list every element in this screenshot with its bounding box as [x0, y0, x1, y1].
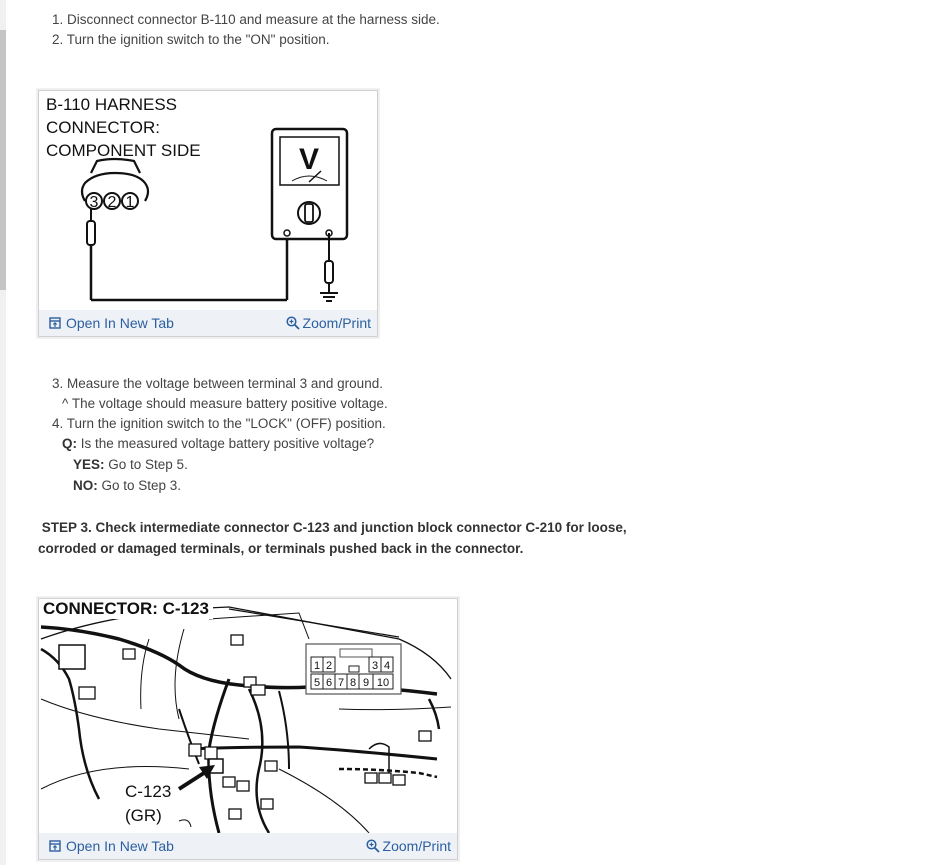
figure-c123-connector — [38, 598, 458, 860]
scrollbar-track[interactable] — [0, 0, 6, 865]
no-text: Go to Step 3. — [97, 478, 182, 493]
question-text: Is the measured voltage battery positive voltage? — [77, 436, 375, 451]
pin-label: 5 — [313, 677, 321, 689]
figure-b110-connector — [38, 90, 378, 337]
figure1-footer — [39, 310, 377, 336]
pin-label: 7 — [337, 677, 345, 689]
pin-1-label: 1 — [125, 194, 135, 211]
figure1-title-line-2: CONNECTOR: — [46, 118, 160, 137]
pin-label: 8 — [349, 677, 357, 689]
figure1-title-line-3: COMPONENT SIDE — [46, 141, 201, 160]
open-in-new-tab-icon — [49, 840, 61, 852]
step-1-text: 1. Disconnect connector B-110 and measure at the harness side. — [52, 12, 440, 27]
pin-label: 4 — [383, 660, 391, 672]
callout-label-line-2: (GR) — [125, 806, 162, 825]
open-in-new-tab-icon — [49, 317, 61, 329]
yes-text: Go to Step 5. — [104, 457, 188, 472]
step3-heading-line-1: STEP 3. Check intermediate connector C-123 and junction block connector C-210 for loose, — [38, 520, 627, 535]
step-2-text: 2. Turn the ignition switch to the "ON" position. — [52, 32, 330, 47]
figure2-title: CONNECTOR: C-123 — [43, 599, 213, 619]
callout-label-line-1: C-123 — [125, 782, 172, 801]
figure1-title-line-1: B-110 HARNESS — [46, 95, 178, 114]
question-line — [62, 435, 374, 453]
figure2-zoom-print[interactable] — [366, 838, 451, 854]
yes-label: YES: — [73, 457, 105, 472]
voltmeter-diagram — [39, 91, 377, 309]
figure1-open-in-new-tab[interactable] — [49, 315, 174, 331]
connector-location-diagram — [39, 599, 457, 833]
pin-label: 9 — [362, 677, 370, 689]
pin-label: 10 — [376, 677, 390, 689]
pin-label: 3 — [371, 660, 379, 672]
open-in-new-tab-label: Open In New Tab — [66, 838, 174, 854]
question-label: Q: — [62, 436, 77, 451]
step3-heading-line-2: corroded or damaged terminals, or terminals pushed back in the connector. — [38, 541, 524, 556]
pin-label: 2 — [325, 660, 333, 672]
zoom-icon — [286, 316, 300, 330]
zoom-print-label: Zoom/Print — [382, 838, 451, 854]
yes-line — [73, 456, 188, 474]
pin-2-label: 2 — [107, 194, 117, 211]
step-4-text: 4. Turn the ignition switch to the "LOCK" (OFF) position. — [52, 416, 386, 431]
pin-3-label: 3 — [89, 194, 99, 211]
no-line — [73, 477, 181, 495]
meter-symbol: V — [298, 143, 320, 176]
pin-label: 6 — [325, 677, 333, 689]
no-label: NO: — [73, 478, 98, 493]
pin-label: 1 — [313, 660, 321, 672]
scrollbar-thumb[interactable] — [0, 30, 6, 290]
figure2-footer — [39, 833, 457, 859]
zoom-print-label: Zoom/Print — [302, 315, 371, 331]
step-3-note: ^ The voltage should measure battery positive voltage. — [62, 396, 388, 411]
step-3-text: 3. Measure the voltage between terminal 3 and ground. — [52, 376, 383, 391]
open-in-new-tab-label: Open In New Tab — [66, 315, 174, 331]
figure1-zoom-print[interactable] — [286, 315, 371, 331]
figure2-open-in-new-tab[interactable] — [49, 838, 174, 854]
zoom-icon — [366, 839, 380, 853]
